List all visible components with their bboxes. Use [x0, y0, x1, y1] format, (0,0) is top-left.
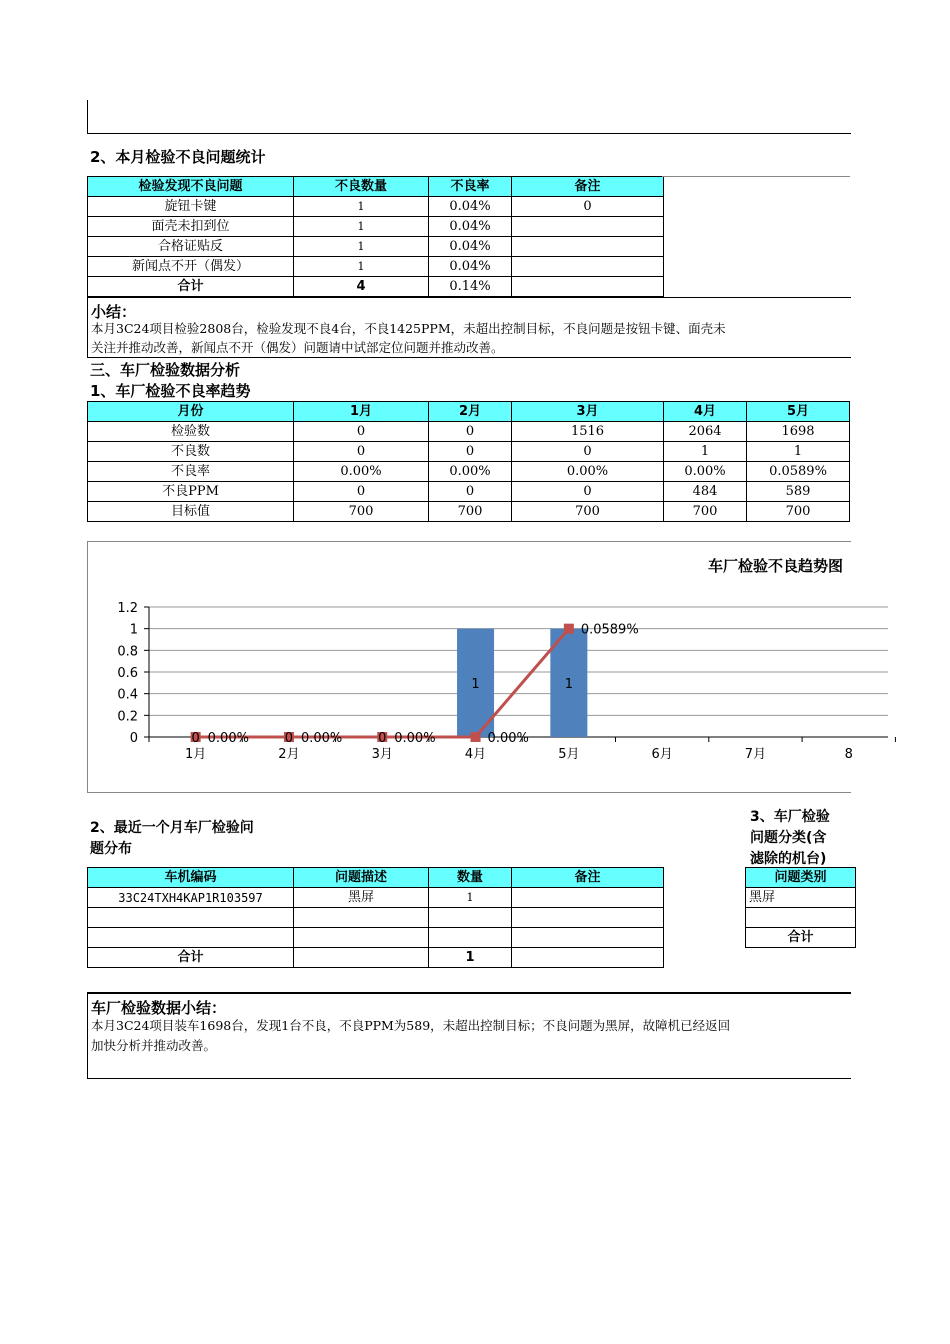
cell: 合格证贴反 — [88, 237, 294, 257]
cell — [512, 257, 664, 277]
table-row — [88, 257, 664, 277]
cell: 4 — [294, 277, 429, 297]
table-row — [88, 482, 850, 502]
cell: 1 — [294, 257, 429, 277]
section3-heading: 三、车厂检验数据分析 — [90, 361, 241, 379]
summary-line-2: 关注并推动改善，新闻点不开（偶发）问题请中试部定位问题并推动改善。 — [91, 340, 504, 355]
total-row — [746, 928, 856, 948]
header-cell: 不良数量 — [294, 177, 429, 197]
cell: 0 — [429, 482, 512, 502]
table-row — [88, 442, 850, 462]
header-cell: 4月 — [664, 402, 747, 422]
cell: 0 — [512, 482, 664, 502]
cell — [294, 908, 429, 928]
cell: 0 — [294, 482, 429, 502]
trend-chart — [87, 541, 851, 793]
defects-heading: 2、本月检验不良问题统计 — [90, 148, 266, 166]
header-cell: 备注 — [512, 177, 664, 197]
cell: 484 — [664, 482, 747, 502]
cell: 0.00% — [512, 462, 664, 482]
cell: 合计 — [746, 928, 856, 948]
header-cell: 月份 — [88, 402, 294, 422]
header-cell: 不良率 — [429, 177, 512, 197]
y-tick-label: 0.2 — [117, 709, 138, 725]
x-tick-label: 7月 — [744, 747, 767, 762]
factory-summary-box — [87, 992, 851, 1079]
cell: 1 — [294, 237, 429, 257]
previous-table-fragment — [87, 100, 851, 134]
table-row — [88, 422, 850, 442]
header-cell: 检验发现不良问题 — [88, 177, 294, 197]
cell — [429, 928, 512, 948]
line-data-label: 0.00% — [207, 731, 249, 746]
bar-data-label: 1 — [564, 676, 573, 692]
cell: 0.00% — [294, 462, 429, 482]
cell: 不良率 — [88, 462, 294, 482]
cell: 0.0589% — [747, 462, 850, 482]
cell: 目标值 — [88, 502, 294, 522]
cell: 0 — [512, 197, 664, 217]
cell: 1 — [747, 442, 850, 462]
header-cell: 5月 — [747, 402, 850, 422]
chart-placeholder-box — [662, 176, 850, 297]
x-tick-label: 6月 — [651, 747, 673, 762]
cell: 0 — [294, 422, 429, 442]
recent-heading-line-2: 题分布 — [90, 841, 132, 857]
cell: 1516 — [512, 422, 664, 442]
table-header-row — [88, 177, 664, 197]
cell: 0.14% — [429, 277, 512, 297]
cell: 33C24TXH4KAP1R103597 — [88, 888, 294, 908]
defects-table — [87, 176, 664, 297]
factory-summary-title: 车厂检验数据小结： — [91, 999, 227, 1017]
category-table — [745, 867, 856, 948]
x-tick-label: 3月 — [371, 747, 393, 762]
cell — [512, 277, 664, 297]
bar-data-label: 0 — [378, 731, 387, 746]
cell: 700 — [429, 502, 512, 522]
cell: 1 — [429, 888, 512, 908]
line-data-label: 0.00% — [300, 731, 343, 746]
cell — [512, 888, 664, 908]
cell: 不良数 — [88, 442, 294, 462]
factory-summary-line-2: 加快分析并推动改善。 — [91, 1038, 217, 1053]
cell: 旋钮卡键 — [88, 197, 294, 217]
trend-heading: 1、车厂检验不良率趋势 — [90, 382, 251, 400]
y-tick-label: 0.8 — [117, 644, 138, 660]
cell — [294, 928, 429, 948]
cell: 0.04% — [429, 197, 512, 217]
header-cell: 3月 — [512, 402, 664, 422]
cell: 合计 — [88, 277, 294, 297]
x-tick-label: 1月 — [185, 747, 207, 762]
cell: 700 — [747, 502, 850, 522]
table-row — [88, 462, 850, 482]
cell: 0.04% — [429, 217, 512, 237]
cell — [512, 237, 664, 257]
trend-table — [87, 401, 850, 522]
total-row — [88, 277, 664, 297]
header-cell: 车机编码 — [88, 868, 294, 888]
cell: 2064 — [664, 422, 747, 442]
table-row — [88, 928, 664, 948]
cell — [294, 948, 429, 968]
header-cell: 问题类别 — [746, 868, 856, 888]
cell — [746, 908, 856, 928]
cell: 不良PPM — [88, 482, 294, 502]
line-data-label: 0.00% — [487, 731, 529, 746]
header-cell: 问题描述 — [294, 868, 429, 888]
table-header-row — [88, 402, 850, 422]
recent-issues-table — [87, 867, 664, 968]
cell: 700 — [512, 502, 664, 522]
cell: 新闻点不开（偶发） — [88, 257, 294, 277]
x-tick-label: 4月 — [464, 747, 487, 762]
cell: 0 — [294, 442, 429, 462]
y-tick-label: 1.2 — [117, 601, 138, 616]
x-tick-label: 8 — [844, 747, 853, 762]
cell: 检验数 — [88, 422, 294, 442]
line-data-label: 0.00% — [394, 731, 436, 746]
table-row — [88, 502, 850, 522]
summary-line-1: 本月3C24项目检验2808台，检验发现不良4台，不良1425PPM，未超出控制目标，不良问题是按钮卡键、面壳未 — [91, 321, 726, 336]
bar-data-label: 0 — [284, 731, 294, 746]
cell: 黑屏 — [746, 888, 856, 908]
cell: 1 — [294, 197, 429, 217]
cell: 面壳未扣到位 — [88, 217, 294, 237]
cell — [512, 217, 664, 237]
cell: 1698 — [747, 422, 850, 442]
cell: 0.04% — [429, 257, 512, 277]
table-row — [88, 888, 664, 908]
cell — [512, 908, 664, 928]
cell — [88, 908, 294, 928]
table-row — [746, 908, 856, 928]
cell: 合计 — [88, 948, 294, 968]
category-table-wrap — [745, 867, 850, 953]
header-cell: 2月 — [429, 402, 512, 422]
cell: 700 — [294, 502, 429, 522]
table-row — [88, 908, 664, 928]
line-point — [471, 732, 481, 742]
cell: 0.00% — [429, 462, 512, 482]
table-header-row — [746, 868, 856, 888]
table-row — [88, 237, 664, 257]
total-row — [88, 948, 664, 968]
y-tick-label: 0 — [129, 731, 138, 746]
cell — [429, 908, 512, 928]
summary-box — [87, 297, 851, 358]
series-line — [196, 629, 569, 737]
cell — [88, 928, 294, 948]
table-row — [88, 197, 664, 217]
cell: 0 — [429, 442, 512, 462]
cell: 1 — [664, 442, 747, 462]
cell: 黑屏 — [294, 888, 429, 908]
factory-summary-line-1: 本月3C24项目装车1698台，发现1台不良，不良PPM为589，未超出控制目标；不良问题为黑屏，故障机已经返回 — [91, 1018, 731, 1033]
cell — [512, 948, 664, 968]
cell — [512, 928, 664, 948]
cell: 0 — [512, 442, 664, 462]
header-cell: 备注 — [512, 868, 664, 888]
table-row — [746, 888, 856, 908]
y-tick-label: 1 — [129, 622, 138, 638]
category-heading-line-2: 问题分类(含 — [750, 830, 827, 846]
cell: 0 — [429, 422, 512, 442]
line-point — [564, 624, 574, 634]
table-row — [88, 217, 664, 237]
recent-heading-line-1: 2、最近一个月车厂检验问 — [90, 820, 254, 836]
cell: 1 — [429, 948, 512, 968]
header-cell: 数量 — [429, 868, 512, 888]
category-heading-line-1: 3、车厂检验 — [750, 809, 830, 825]
cell: 1 — [294, 217, 429, 237]
table-header-row — [88, 868, 664, 888]
y-tick-label: 0.6 — [117, 666, 138, 681]
chart-title: 车厂检验不良趋势图 — [707, 557, 843, 575]
cell: 0.04% — [429, 237, 512, 257]
y-tick-label: 0.4 — [117, 687, 138, 703]
category-heading-line-3: 滤除的机台) — [750, 851, 827, 867]
bar-data-label: 0 — [191, 731, 200, 746]
x-tick-label: 5月 — [558, 747, 580, 762]
cell: 589 — [747, 482, 850, 502]
line-data-label: 0.0589% — [580, 622, 639, 638]
header-cell: 1月 — [294, 402, 429, 422]
bar-data-label: 1 — [471, 676, 480, 692]
cell: 0.00% — [664, 462, 747, 482]
cell: 700 — [664, 502, 747, 522]
x-tick-label: 2月 — [278, 747, 300, 762]
trend-chart-svg — [88, 542, 851, 792]
summary-title: 小结： — [91, 303, 137, 321]
